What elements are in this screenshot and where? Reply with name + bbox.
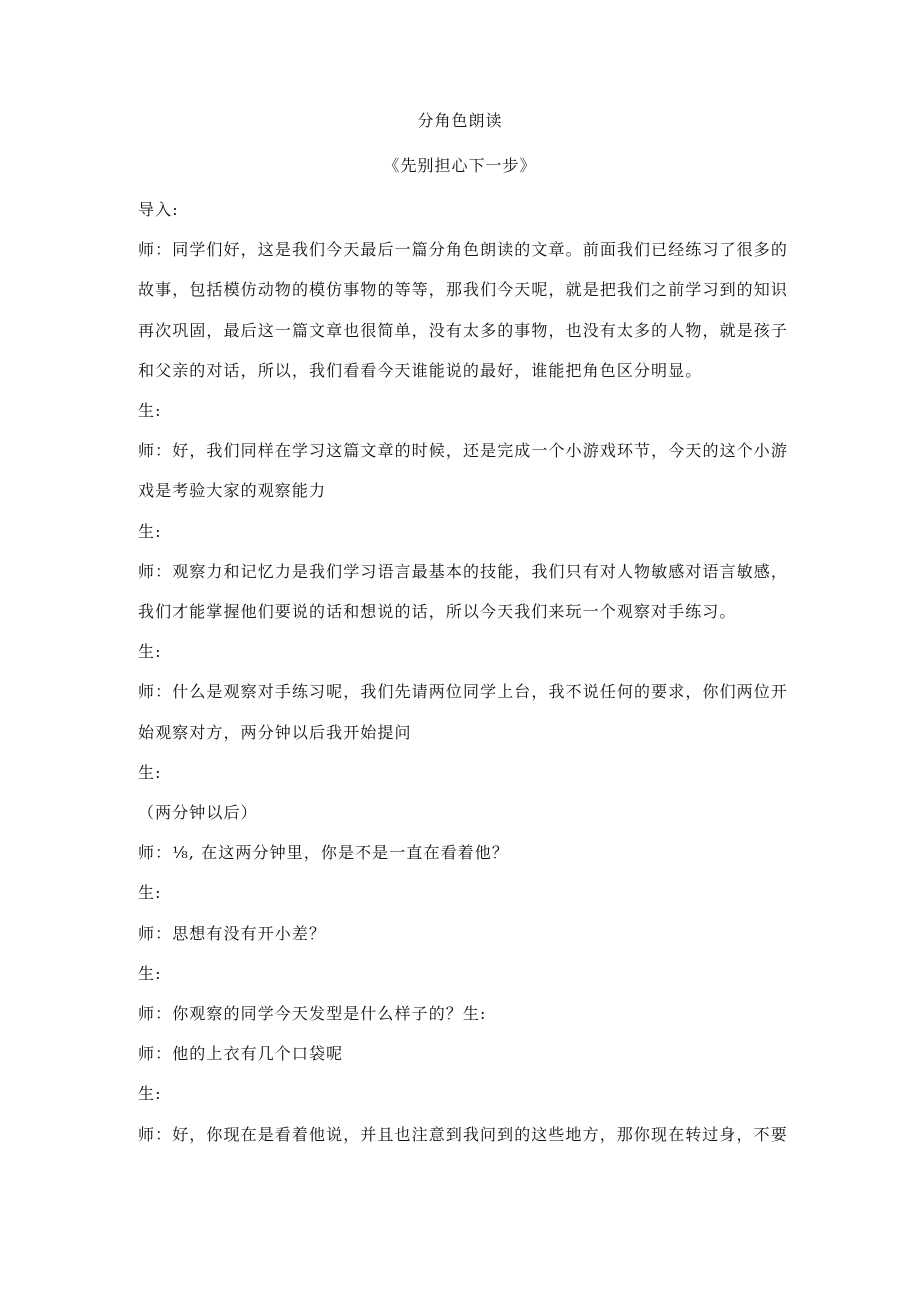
paragraph-teacher-7: 师：你观察的同学今天发型是什么样子的？生: [138, 1004, 487, 1024]
paragraph-student-2: 生: [138, 521, 162, 541]
paragraph-stage-direction: （两分钟以后） [138, 803, 258, 823]
paragraph-student-5: 生: [138, 883, 162, 903]
paragraph-student-4: 生: [138, 762, 162, 782]
document-subtitle: 《先别担心下一步》 [383, 156, 537, 175]
document-body [138, 190, 788, 1155]
paragraph-student-7: 生: [138, 1084, 162, 1104]
paragraph-teacher-9: 师：好，你现在是看着他说，并且也注意到我问到的这些地方，那你现在转过身，不要 [138, 1124, 788, 1144]
paragraph-student-3: 生: [138, 642, 162, 662]
paragraph-teacher-2: 师：好，我们同样在学习这篇文章的时候，还是完成一个小游戏环节，今天的这个小游戏是考验大家的观察能力 [138, 441, 788, 501]
paragraph-teacher-4: 师：什么是观察对手练习呢，我们先请两位同学上台，我不说任何的要求，你们两位开始观察对方，两分钟以后我开始提问 [138, 682, 788, 742]
paragraph-teacher-8: 师：他的上衣有几个口袋呢 [138, 1044, 344, 1064]
paragraph-student-6: 生: [138, 963, 162, 983]
paragraph-teacher-1: 师：同学们好，这是我们今天最后一篇分角色朗读的文章。前面我们已经练习了很多的故事，包括模仿动物的模仿事物的等等，那我们今天呢，就是把我们之前学习到的知识再次巩固，最后这一篇文章也很简单，没有太多的事物，也没有太多的人物，就是孩子和父亲的对话，所以，我们看看今天谁能说的最好，谁能把角色区分明显。 [138, 240, 788, 380]
paragraph-teacher-5: 师：⅛, 在这两分钟里，你是不是一直在看着他？ [138, 843, 509, 863]
document-title: 分角色朗读 [417, 111, 503, 130]
paragraph-teacher-6: 师：思想有没有开小差？ [138, 923, 327, 943]
paragraph-teacher-3: 师：观察力和记忆力是我们学习语言最基本的技能，我们只有对人物敏感对语言敏感，我们才能掌握他们要说的话和想说的话，所以今天我们来玩一个观察对手练习。 [138, 561, 788, 622]
paragraph-student-1: 生: [138, 401, 162, 421]
paragraph-intro-label: 导入: [138, 200, 179, 219]
